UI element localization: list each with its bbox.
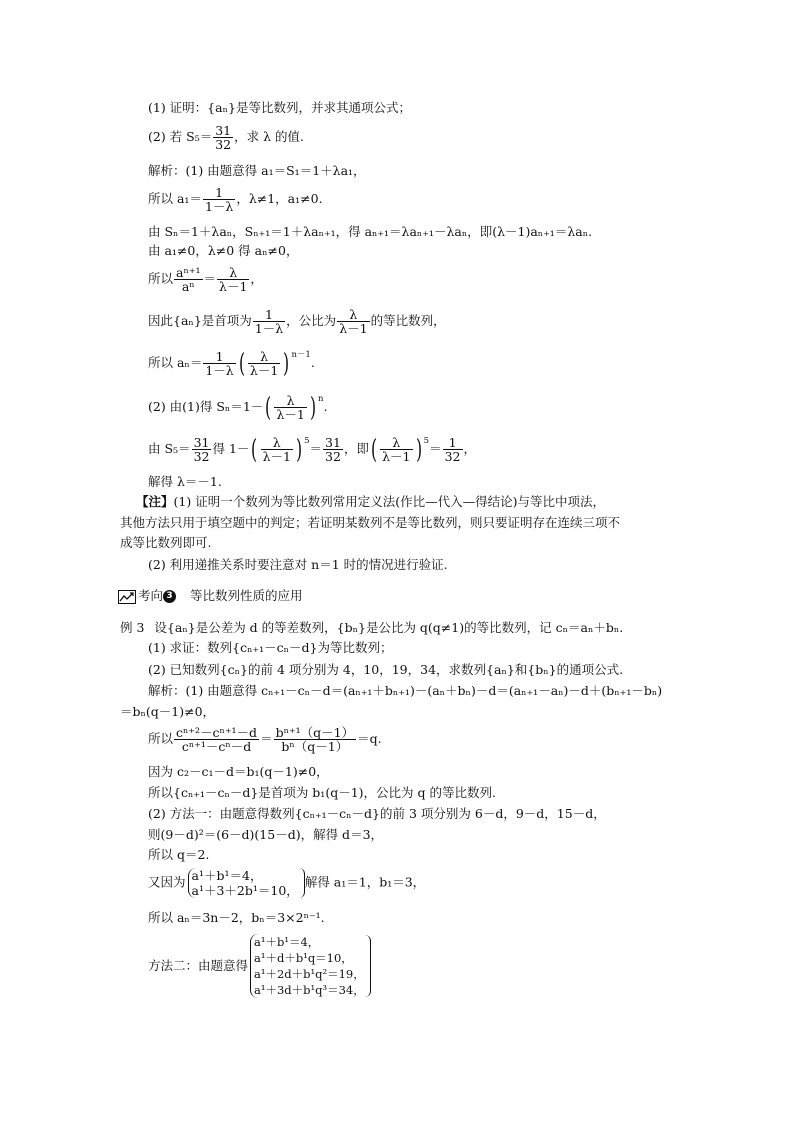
fraction-31-32 — [213, 124, 233, 151]
fraction — [443, 436, 463, 463]
frac-num: λ — [272, 435, 281, 450]
left-paren: ( — [265, 392, 272, 423]
question-1: (1) 证明：{aₙ}是等比数列，并求其通项公式； — [148, 100, 411, 115]
frac-den: bⁿ（q－1） — [274, 739, 356, 753]
example-sol-7: 则(9－d)²＝(6－d)(15－d)，解得 d＝3， — [148, 827, 384, 842]
trend-chart-icon — [118, 590, 136, 604]
text: ，公比为 — [286, 313, 337, 328]
frac-den: 1－λ — [254, 321, 284, 336]
fraction — [261, 436, 293, 463]
right-paren: ) — [283, 348, 290, 379]
system-line: a¹＋2d＋b¹q²＝19， — [254, 967, 365, 981]
frac-den: 1－λ — [205, 363, 234, 378]
right-paren: ) — [309, 392, 316, 423]
frac-num: λ — [229, 265, 238, 280]
solution-line-e: 所以 $\frac{\text{aⁿ⁺¹}}{\text{aⁿ}}$ ＝ $\frac{\lambda}{\lambda-1}$ ， — [148, 265, 263, 294]
system-brace — [250, 934, 365, 998]
exponent: 5 — [304, 436, 310, 446]
frac-den: aⁿ — [174, 279, 202, 293]
left-paren: ( — [251, 434, 258, 465]
frac-den: λ－1 — [219, 279, 248, 294]
frac-den: cⁿ⁺¹－cⁿ－d — [174, 739, 259, 753]
example-q2: (2) 已知数列{cₙ}的前 4 项分别为 4，10，19，34，求数列{aₙ}和{bₙ}的通项公式. — [148, 662, 624, 677]
fraction — [174, 726, 259, 753]
section-title: 等比数列性质的应用 — [190, 588, 303, 603]
fraction — [217, 266, 249, 293]
system-line: a¹＋3＋2b¹＝10， — [191, 883, 299, 898]
example-sol-4: 因为 c₂－c₁－d＝b₁(q－1)≠0， — [148, 764, 329, 779]
fraction — [380, 436, 412, 463]
text: 得 1－ — [212, 441, 250, 456]
system-line: a¹＋d＋b¹q＝10， — [254, 951, 353, 965]
example-sol-9 — [148, 868, 425, 898]
example-label: 例 3 — [120, 620, 145, 635]
system-line: a¹＋b¹＝4， — [191, 868, 263, 883]
frac-num: 31 — [325, 435, 341, 450]
text: 设{aₙ}是公差为 d 的等差数列，{bₙ}是公比为 q(q≠1)的等比数列，记 cₙ＝aₙ＋bₙ. — [154, 620, 624, 635]
note-label: 【注】 — [136, 494, 174, 509]
section-heading — [118, 588, 303, 604]
frac-den: 32 — [215, 137, 232, 152]
system-line: a¹＋3d＋b¹q³＝34， — [254, 983, 365, 997]
exponent: 5 — [423, 436, 430, 446]
text: 所以 — [148, 271, 174, 286]
text: ，即 — [343, 441, 369, 456]
solution-line-b — [148, 186, 323, 213]
frac-num: cⁿ⁺²－cⁿ⁺¹－d — [176, 725, 258, 740]
fraction — [203, 350, 235, 377]
frac-den: λ－1 — [249, 363, 279, 378]
solution-line-d: 由 a₁≠0，λ≠0 得 aₙ≠0， — [148, 243, 299, 258]
text: ＝ — [309, 441, 323, 456]
text: 解得 a₁＝1，b₁＝3， — [304, 874, 426, 890]
fraction — [337, 308, 369, 335]
exponent: n — [318, 394, 324, 404]
example-sol-1: 解析：(1) 由题意得 cₙ₊₁－cₙ－d＝(aₙ₊₁＋bₙ₊₁)－(aₙ＋bₙ)－d＝(aₙ₊₁－aₙ)－d＋(bₙ₊₁－bₙ) — [148, 683, 663, 698]
text: 所以 a₁＝ — [148, 191, 202, 206]
fraction — [253, 308, 285, 335]
system-line: a¹＋b¹＝4， — [254, 935, 320, 949]
fraction — [323, 436, 343, 463]
frac-num: λ — [286, 393, 295, 408]
fraction — [174, 266, 202, 293]
example-sol-8: 所以 q＝2. — [148, 847, 210, 862]
frac-den: 32 — [325, 449, 341, 464]
fraction — [203, 186, 235, 213]
example-sol-10: 所以 aₙ＝3n－2，bₙ＝3×2ⁿ⁻¹. — [148, 910, 325, 925]
frac-num: 1 — [448, 435, 457, 450]
text: ，λ≠1，a₁≠0. — [236, 191, 323, 206]
frac-num: 1 — [215, 185, 224, 200]
exponent: n－1 — [291, 350, 311, 360]
note-line-4: (2) 利用递推关系时要注意对 n＝1 时的情况进行验证. — [148, 557, 448, 572]
system-brace-right — [365, 935, 371, 997]
text: ， — [250, 271, 263, 286]
text: 由 S₅＝ — [148, 441, 191, 456]
solution-line-f — [148, 308, 446, 335]
frac-num: bⁿ⁺¹（q－1） — [275, 725, 355, 740]
note-line-1 — [136, 494, 605, 510]
frac-den: 32 — [444, 449, 461, 464]
right-paren: ) — [295, 434, 303, 465]
frac-num: λ — [349, 307, 358, 322]
frac-num: 31 — [193, 435, 210, 450]
text: (2) 由(1)得 Sₙ＝1－ — [148, 399, 264, 414]
fraction — [274, 726, 356, 753]
fraction — [274, 394, 306, 421]
text: ＝q. — [357, 731, 382, 746]
example-sol-2: ＝bₙ(q－1)≠0， — [120, 704, 216, 719]
frac-den: 32 — [193, 449, 210, 464]
example-sol-3 — [148, 726, 382, 753]
fraction — [192, 436, 212, 463]
frac-den: λ－1 — [339, 321, 368, 336]
text: 因此{aₙ}是首项为 — [148, 313, 252, 328]
frac-den: 1－λ — [204, 199, 234, 214]
text: 方法二：由题意得 — [148, 958, 249, 973]
text: 所以 — [148, 731, 174, 746]
text: 的等比数列， — [370, 313, 446, 328]
question-2 — [148, 124, 304, 151]
text: 所以 aₙ＝ — [148, 355, 203, 370]
text: ＝ — [429, 441, 442, 456]
text: ＝ — [260, 731, 273, 746]
q2-prefix: (2) 若 S₅＝ — [148, 129, 213, 144]
section-label: 考向 — [138, 588, 164, 603]
frac-den: λ－1 — [262, 449, 291, 464]
frac-num: 1 — [265, 307, 273, 322]
fraction — [248, 350, 280, 377]
frac-den: λ－1 — [382, 449, 411, 464]
solution-line-j: 解得 λ＝－1. — [148, 474, 222, 489]
circled-number-3: 3 — [163, 590, 176, 603]
solution-line-h: (2) 由(1)得 Sₙ＝1－( $\frac{\lambda}{\lambda-1}$ ) $^n$. — [148, 392, 328, 423]
text: 又因为 — [148, 874, 186, 890]
frac-num: 1 — [215, 349, 224, 364]
left-paren: ( — [238, 348, 245, 379]
note-line-3: 成等比数列即可. — [120, 535, 212, 550]
text: (1) 证明一个数列为等比数列常用定义法(作比—代入—得结论)与等比中项法， — [173, 494, 605, 509]
solution-line-c: 由 Sₙ＝1＋λaₙ，Sₙ₊₁＝1＋λaₙ₊₁，得 aₙ₊₁＝λaₙ₊₁－λaₙ，即(λ－1)aₙ₊₁＝λaₙ. — [148, 224, 593, 239]
example-sol-5: 所以{cₙ₊₁－cₙ－d}是首项为 b₁(q－1)，公比为 q 的等比数列. — [148, 785, 496, 800]
right-paren: ) — [415, 434, 422, 465]
frac-num: λ — [392, 435, 401, 450]
system-brace — [188, 868, 299, 898]
example-sol-11 — [148, 934, 371, 998]
example-3 — [120, 620, 623, 636]
example-q1: (1) 求证：数列{cₙ₊₁－cₙ－d}为等比数列； — [148, 640, 393, 655]
example-sol-6: (2) 方法一：由题意得数列{cₙ₊₁－cₙ－d}的前 3 项分别为 6－d，9－d，15－d， — [148, 806, 606, 821]
note-line-2: 其他方法只用于填空题中的判定；若证明某数列不是等比数列，则只要证明存在连续三项不 — [120, 515, 621, 530]
solution-line-g: 所以 aₙ＝ $\frac{1}{1-\lambda}$ ( $\frac{\lambda}{\lambda-1}$ ) $^{n-1}$. — [148, 348, 315, 379]
frac-den: λ－1 — [276, 407, 305, 422]
q2-suffix: ，求 λ 的值. — [234, 129, 304, 144]
solution-line-a: 解析：(1) 由题意得 a₁＝S₁＝1＋λa₁， — [148, 163, 366, 178]
frac-num: 31 — [215, 123, 232, 138]
left-paren: ( — [371, 434, 378, 465]
solution-line-i — [148, 436, 476, 463]
text: ， — [463, 441, 477, 456]
frac-num: λ — [260, 349, 269, 364]
frac-num: aⁿ⁺¹ — [176, 265, 201, 280]
